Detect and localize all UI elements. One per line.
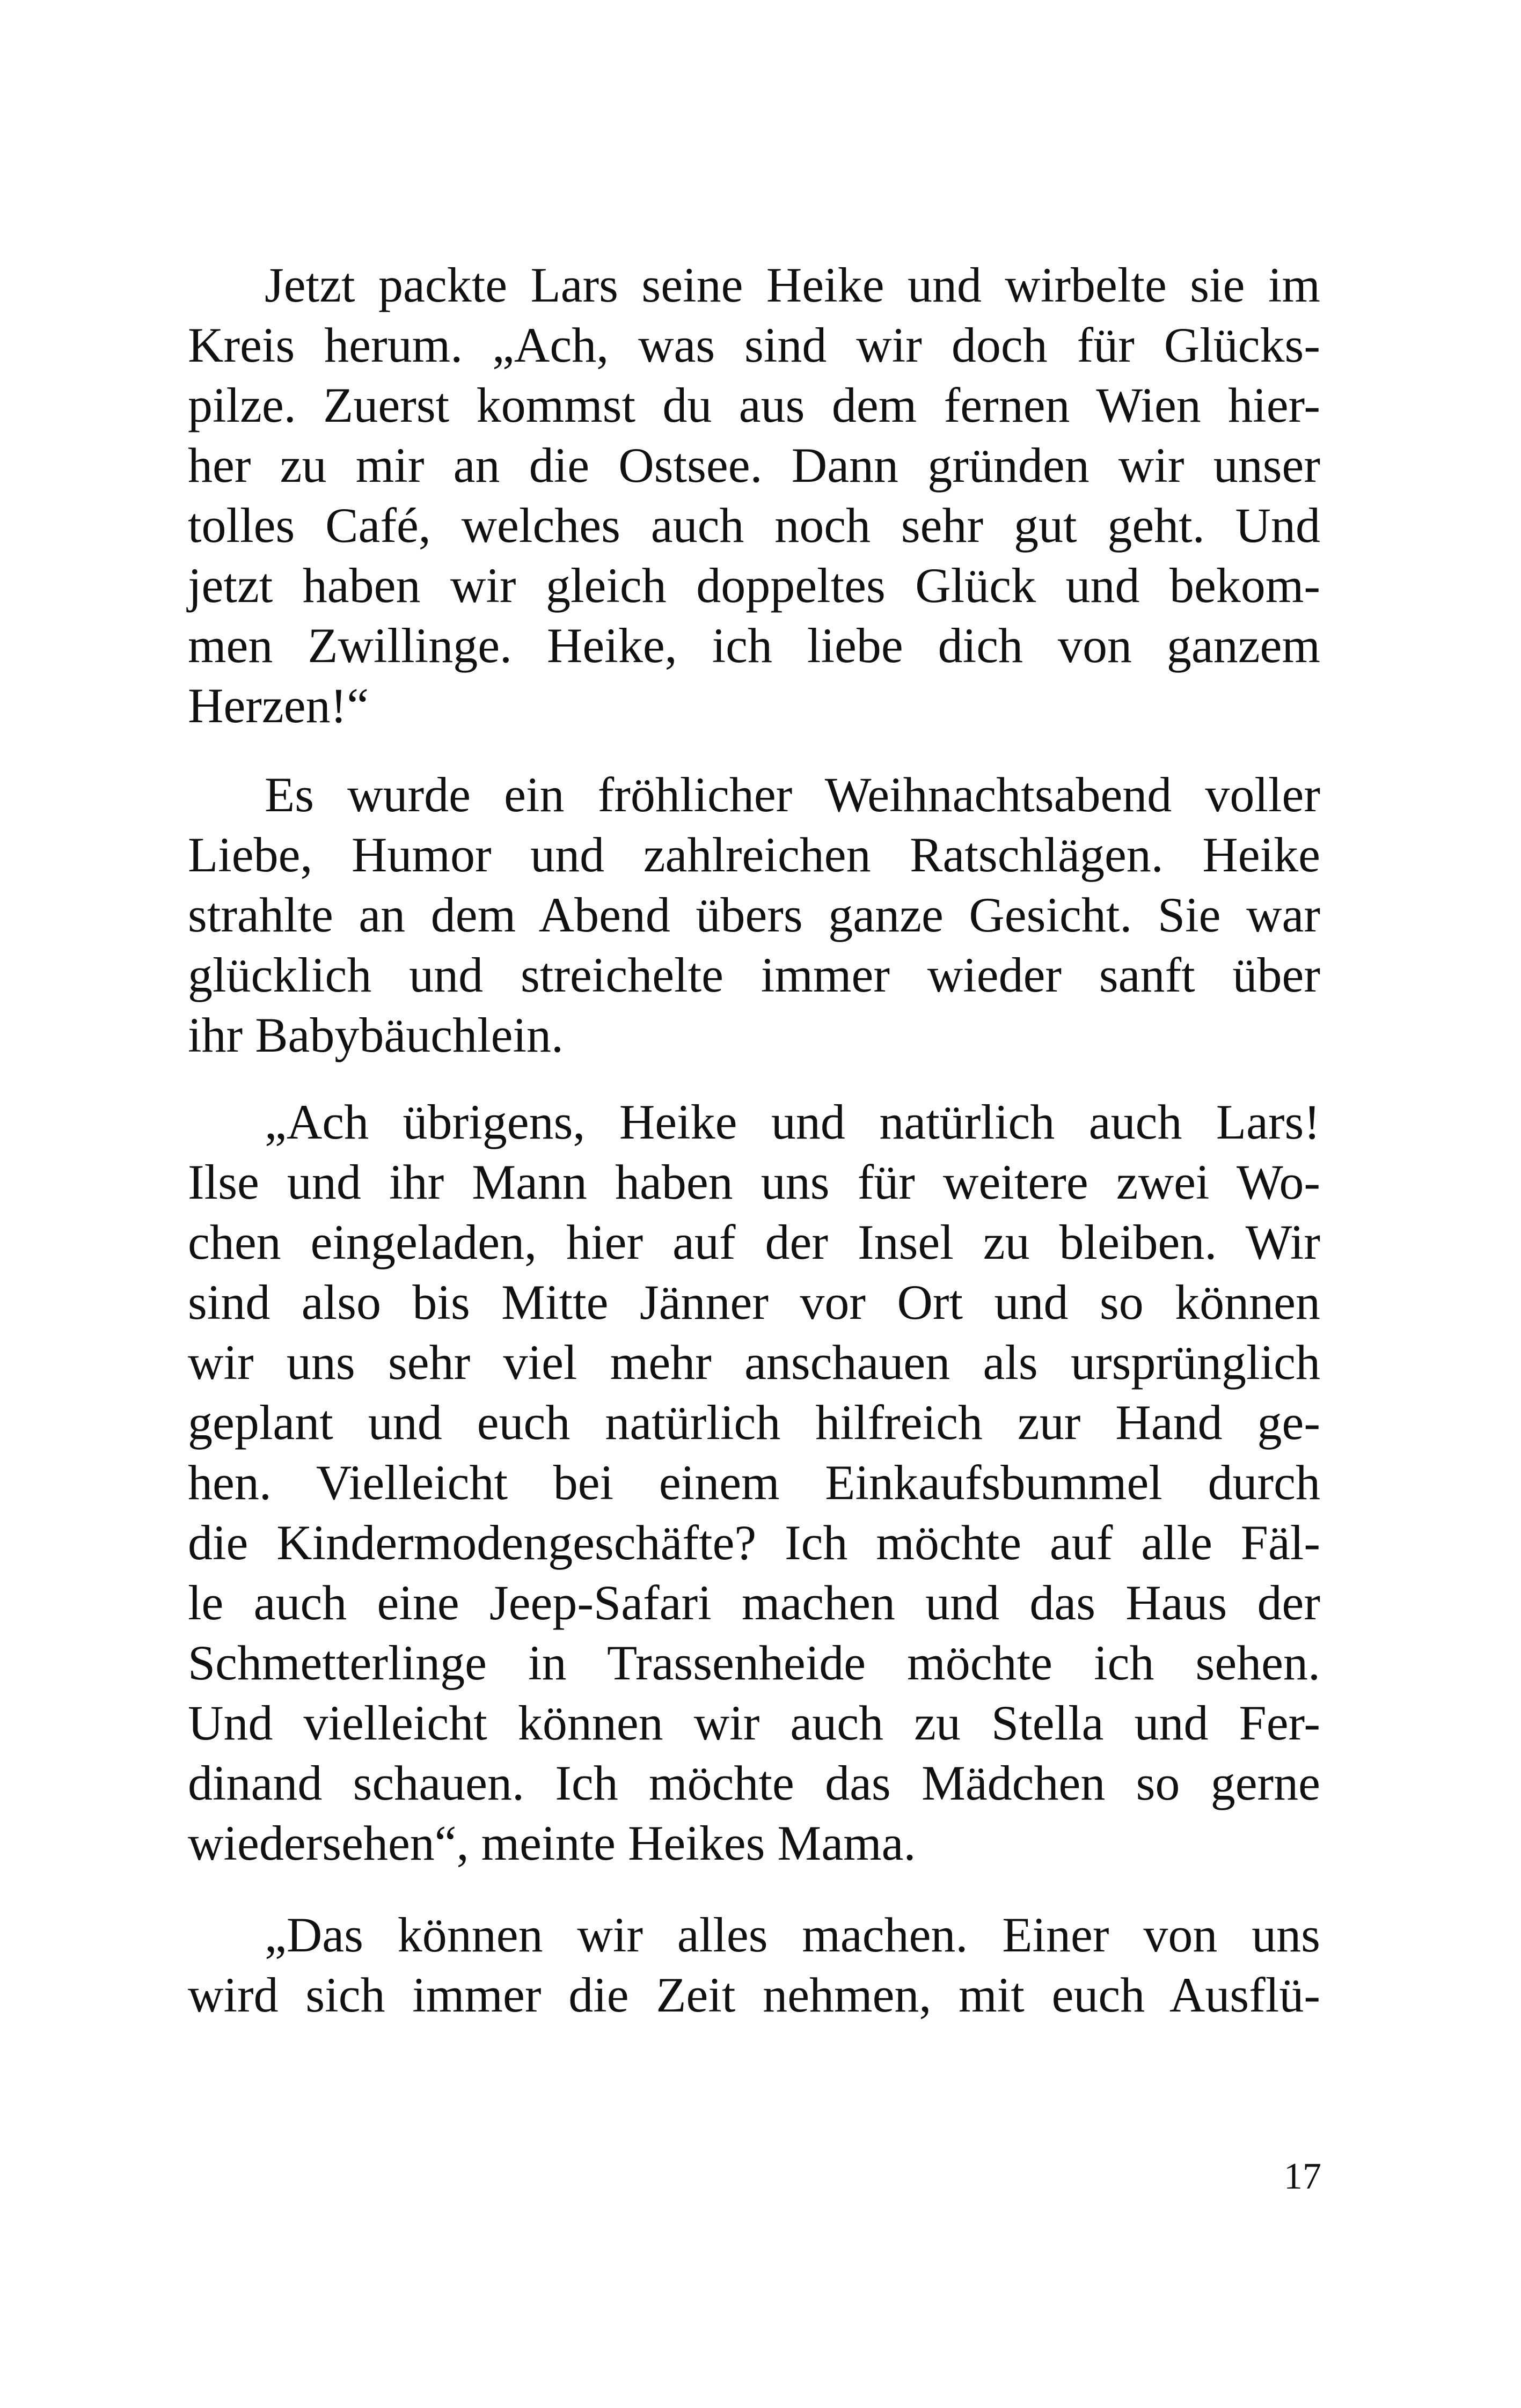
text-line: Ilse und ihr Mann haben uns für weitere zwei Wo- [188,1155,1320,1209]
text-line: her zu mir an die Ostsee. Dann gründen wir unser [188,438,1320,493]
paragraph-3 [188,1092,1320,1873]
text-line: tolles Café, welches auch noch sehr gut geht. Und [188,498,1320,553]
text-line: Herzen!“ [188,678,369,733]
text-line: wird sich immer die Zeit nehmen, mit euch Ausflü- [188,1967,1320,2022]
text-line: wiedersehen“, meinte Heikes Mama. [188,1816,916,1870]
text-line: wir uns sehr viel mehr anschauen als ursprünglich [188,1335,1320,1390]
text-line: geplant und euch natürlich hilfreich zur Hand ge- [188,1395,1320,1450]
text-line: men Zwillinge. Heike, ich liebe dich von ganzem [188,618,1320,673]
text-line: jetzt haben wir gleich doppeltes Glück und bekom- [188,558,1320,613]
page-number: 17 [1284,2156,1321,2197]
text-line: die Kindermodengeschäfte? Ich möchte auf alle Fäl- [188,1515,1320,1570]
text-line: Es wurde ein fröhlicher Weihnachtsabend voller [265,767,1320,822]
text-line: glücklich und streichelte immer wieder sanft über [188,948,1320,1002]
text-line: „Ach übrigens, Heike und natürlich auch Lars! [265,1095,1320,1149]
text-line: sind also bis Mitte Jänner vor Ort und so können [188,1275,1320,1330]
text-line: dinand schauen. Ich möchte das Mädchen so gerne [188,1756,1320,1810]
text-line: Kreis herum. „Ach, was sind wir doch für Glücks- [188,318,1320,372]
text-line: Schmetterlinge in Trassenheide möchte ich sehen. [188,1635,1320,1690]
text-line: Und vielleicht können wir auch zu Stella und Fer- [188,1695,1320,1750]
paragraph-1 [188,255,1320,736]
paragraph-2 [188,765,1320,1065]
text-line: le auch eine Jeep-Safari machen und das Haus der [188,1575,1320,1630]
text-line: ihr Babybäuchlein. [188,1008,564,1062]
text-line: pilze. Zuerst kommst du aus dem fernen Wien hier- [188,378,1320,432]
text-line: hen. Vielleicht bei einem Einkaufsbummel durch [188,1455,1320,1510]
text-line: Liebe, Humor und zahlreichen Ratschlägen. Heike [188,827,1320,882]
text-line: strahlte an dem Abend übers ganze Gesicht. Sie war [188,887,1320,942]
text-line: „Das können wir alles machen. Einer von uns [265,1907,1320,1962]
paragraph-4 [188,1905,1320,2025]
text-line: chen eingeladen, hier auf der Insel zu bleiben. Wir [188,1215,1320,1269]
text-line: Jetzt packte Lars seine Heike und wirbelte sie im [265,258,1320,312]
